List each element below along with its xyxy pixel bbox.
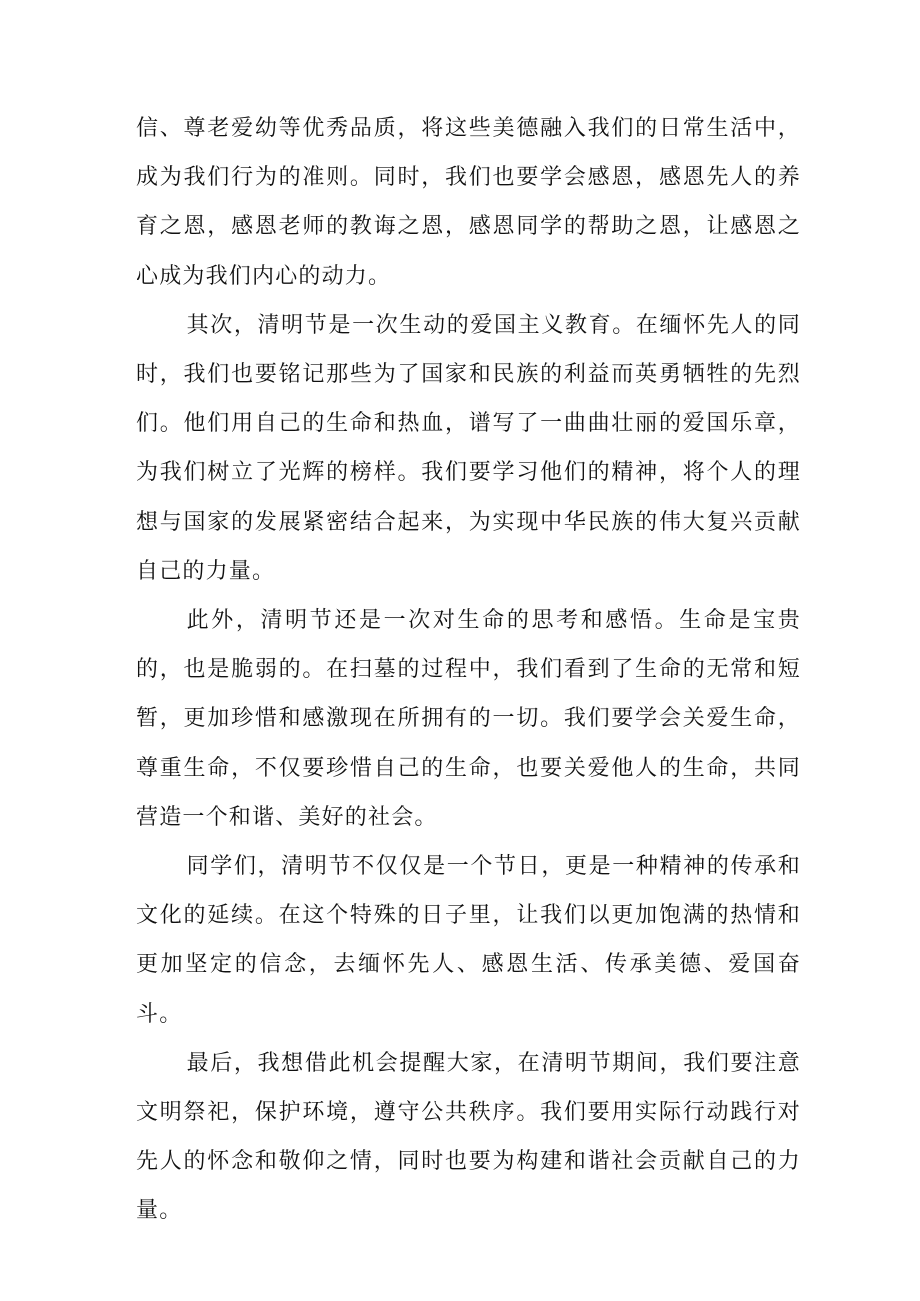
paragraph-life-reflection: 此外，清明节还是一次对生命的思考和感悟。生命是宝贵的，也是脆弱的。在扫墓的过程中，我们看到了生命的无常和短暂，更加珍惜和感激现在所拥有的一切。我们要学会关爱生命，尊重生命，不仅要珍惜自己的生命，也要关爱他人的生命，共同营造一个和谐、美好的社会。 [136,608,801,830]
paragraph-heritage: 同学们，清明节不仅仅是一个节日，更是一种精神的传承和文化的延续。在这个特殊的日子里，让我们以更加饱满的热情和更加坚定的信念，去缅怀先人、感恩生活、传承美德、爱国奋斗。 [136,854,801,1027]
paragraph-patriotism: 其次，清明节是一次生动的爱国主义教育。在缅怀先人的同时，我们也要铭记那些为了国家和民族的利益而英勇牺牲的先烈们。他们用自己的生命和热血，谱写了一曲曲壮丽的爱国乐章，为我们树立了光辉的榜样。我们要学习他们的精神，将个人的理想与国家的发展紧密结合起来，为实现中华民族的伟大复兴贡献自己的力量。 [136,312,801,584]
document-body [136,104,801,1236]
paragraph-continuation: 信、尊老爱幼等优秀品质，将这些美德融入我们的日常生活中，成为我们行为的准则。同时，我们也要学会感恩，感恩先人的养育之恩，感恩老师的教诲之恩，感恩同学的帮助之恩，让感恩之心成为我们内心的动力。 [136,116,801,289]
paragraph-closing: 最后，我想借此机会提醒大家，在清明节期间，我们要注意文明祭祀，保护环境，遵守公共秩序。我们要用实际行动践行对先人的怀念和敬仰之情，同时也要为构建和谐社会贡献自己的力量。 [136,1050,801,1224]
